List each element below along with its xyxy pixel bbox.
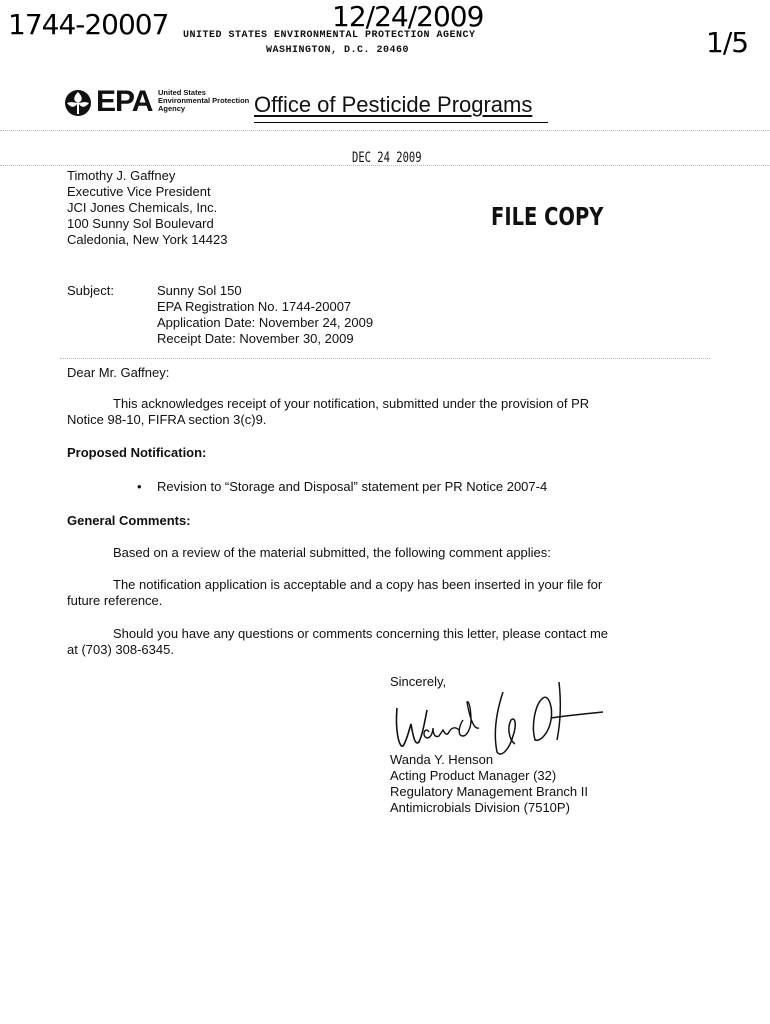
office-title: Office of Pesticide Programs xyxy=(254,92,533,117)
agency-name-line: Agency xyxy=(158,104,186,113)
bullet-icon: • xyxy=(137,479,142,494)
contact-paragraph-line1: Should you have any questions or comments concerning this letter, please contact me xyxy=(113,626,609,641)
proposed-notification-heading: Proposed Notification: xyxy=(67,445,207,460)
acceptance-paragraph-line2: future reference. xyxy=(67,593,163,608)
signer-name: Wanda Y. Henson xyxy=(390,752,494,767)
file-copy-stamp: FILE COPY xyxy=(491,202,604,231)
recipient-line: Caledonia, New York 14423 xyxy=(67,232,228,247)
handwritten-date: 12/24/2009 xyxy=(332,0,484,33)
scan-noise-line xyxy=(0,130,770,131)
recipient-line: Timothy J. Gaffney xyxy=(67,168,176,183)
scan-noise-line xyxy=(60,358,710,359)
subject-line: EPA Registration No. 1744-20007 xyxy=(157,299,352,314)
acceptance-paragraph-line1: The notification application is acceptable and a copy has been inserted in your file for xyxy=(113,577,603,592)
handwritten-page-count: 1/5 xyxy=(706,26,749,59)
agency-header-line2: WASHINGTON, D.C. 20460 xyxy=(266,45,410,56)
intro-paragraph-line2: Notice 98-10, FIFRA section 3(c)9. xyxy=(67,412,267,427)
date-received-stamp: DEC 24 2009 xyxy=(352,150,422,166)
signer-title-block xyxy=(390,768,588,816)
handwritten-reg-number: 1744-20007 xyxy=(8,8,169,41)
contact-paragraph-line2: at (703) 308-6345. xyxy=(67,642,174,657)
signer-title-line: Acting Product Manager (32) xyxy=(390,768,557,783)
recipient-address xyxy=(67,168,227,248)
agency-name-block xyxy=(158,89,249,113)
agency-name-line: Environmental Protection xyxy=(158,96,250,105)
review-paragraph: Based on a review of the material submitted, the following comment applies: xyxy=(113,545,551,560)
subject-line: Receipt Date: November 30, 2009 xyxy=(157,331,354,346)
general-comments-heading: General Comments: xyxy=(67,513,191,528)
intro-paragraph-line1: This acknowledges receipt of your notification, submitted under the provision of PR xyxy=(113,396,590,411)
recipient-line: 100 Sunny Sol Boulevard xyxy=(67,216,214,231)
epa-flower-icon xyxy=(60,88,96,118)
subject-details xyxy=(157,283,373,347)
epa-logo-text: EPA xyxy=(96,85,153,118)
signer-title-line: Antimicrobials Division (7510P) xyxy=(390,800,570,815)
recipient-line: JCI Jones Chemicals, Inc. xyxy=(67,200,218,215)
salutation: Dear Mr. Gaffney: xyxy=(67,365,170,380)
handwritten-signature xyxy=(385,680,610,762)
agency-header-line1: UNITED STATES ENVIRONMENTAL PROTECTION AGENCY xyxy=(183,30,476,41)
agency-name-line: United States xyxy=(158,88,206,97)
subject-line: Sunny Sol 150 xyxy=(157,283,242,298)
recipient-line: Executive Vice President xyxy=(67,184,211,199)
signer-title-line: Regulatory Management Branch II xyxy=(390,784,588,799)
office-title-rule xyxy=(254,122,548,123)
closing-sincerely: Sincerely, xyxy=(390,674,447,689)
subject-line: Application Date: November 24, 2009 xyxy=(157,315,374,330)
subject-label: Subject: xyxy=(67,283,114,298)
proposed-notification-item: Revision to “Storage and Disposal” statement per PR Notice 2007-4 xyxy=(157,479,548,494)
